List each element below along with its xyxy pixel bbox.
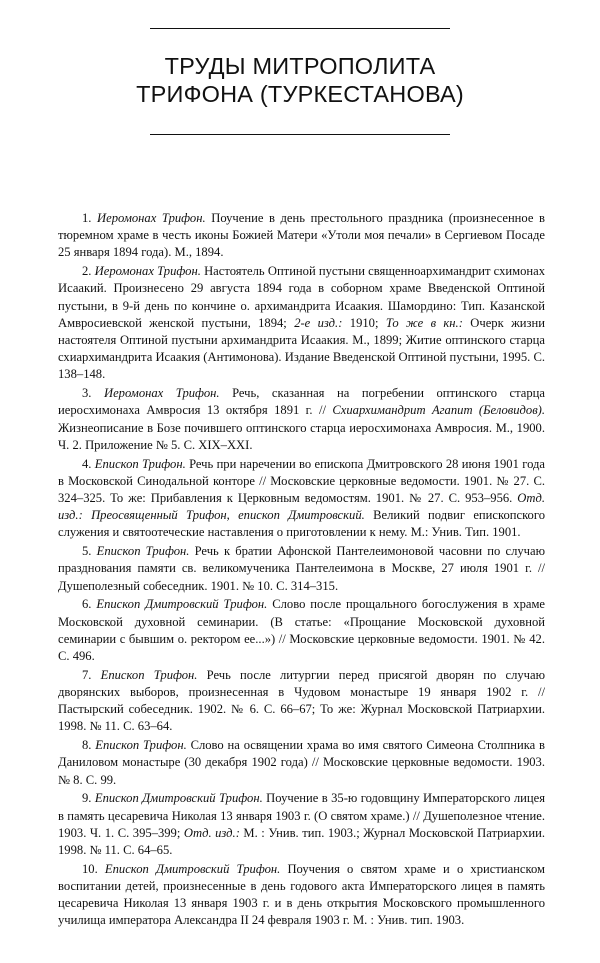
entry-author: Епископ Трифон. [95,738,187,753]
entry-number: 7. [82,667,92,682]
page-title [0,52,600,108]
entry-author: Епископ Дмитровский Трифон. [104,861,281,876]
bibliography-entry-2 [58,263,545,383]
bibliography-entry-7 [58,667,545,736]
bibliography-entry-3 [58,385,545,454]
entry-author: Иеромонах Трифон. [97,211,206,225]
bibliography-entry-9 [58,790,545,859]
entry-number: 5. [82,544,92,559]
entry-text: Поучение в день престольного праздника (произнесенное в тюремном храме в честь иконы Божией Матери «Утоли моя печали» в Сергиевом Посаде 25 января 1894 года). М., 1894. [58,211,545,260]
entry-text: Речь к братии Афонской Пантелеимоновой часовни по случаю празднования памяти св. великомученика Пантелеимона в Москве, 27 июля 1901 г. // Душеполезный собеседник. 1901. № 10. С. 314–315. [58,544,545,593]
bibliography-entry-10 [58,861,545,930]
entry-author: Епископ Трифон. [94,456,186,471]
entry-text: Речь, сказанная на погребении оптинского старца иеросхимонаха Амвросия 13 октября 1891 г. // [58,386,545,418]
title-line-2: ТРИФОНА (ТУРКЕСТАНОВА) [136,81,464,107]
entry-number: 8. [82,738,92,753]
bibliography-list [58,210,545,931]
entry-author: Иеромонах Трифон. [103,386,220,401]
bibliography-entry-1 [58,210,545,262]
entry-italic: Отд. изд.: Преосвященный Трифон, епископ Дмитровский. [58,491,545,523]
top-rule [150,28,450,29]
entry-author: Епископ Дмитровский Трифон. [94,791,263,806]
bibliography-entry-5 [58,543,545,595]
bibliography-entry-4 [58,456,545,542]
bibliography-entry-8 [58,737,545,789]
entry-author: Епископ Трифон. [100,667,198,682]
entry-text: Очерк жизни настоятеля Оптиной пустыни архимандрита Исаакия. М., 1899; Житие оптинского старца схиархимандрита Исаакия (Антимонова). Издание Введенской Оптиной пустыни, 1995. С. 138–148. [58,315,545,382]
entry-author: Епископ Трифон. [96,544,190,559]
title-line-1: ТРУДЫ МИТРОПОЛИТА [164,53,436,79]
entry-text: Жизнеописание в Бозе почившего оптинского старца иеросхимонаха Амвросия. М., 1900. Ч. 2. Приложение № 5. С. XIX–XXI. [58,420,545,452]
entry-author: Епископ Дмитровский Трифон. [96,597,268,612]
entry-number: 2. [82,264,92,279]
entry-number: 6. [82,597,92,612]
entry-text: Речь после литургии перед присягой дворян по случаю дворянских выборов, произнесенная в Чудовом монастыре 19 января 1902 г. // Пастырский собеседник. 1902. № 6. С. 66–67; То же: Журнал Московской Патриархии. 1998. № 11. С. 63–64. [58,667,545,734]
entry-text: Великий подвиг епископского служения и святоотеческие наставления о приготовлении к нему. М.: Унив. Тип. 1901. [58,508,546,540]
entry-text: Поучение в 35-ю годовщину Императорского лицея в память цесаревича Николая 13 января 1903 г. (О святом храме.) // Душеполезное чтение. 1903. Ч. 1. С. 395–399; [58,791,546,840]
entry-number: 10. [82,861,98,876]
entry-text: Слово на освящении храма во имя святого Симеона Столпника в Даниловом монастыре (30 декабря 1902 года) // Московские церковные ведомости. 1903. № 8. С. 99. [58,738,545,787]
entry-text: М. : Унив. тип. 1903.; Журнал Московской Патриархии. 1998. № 11. С. 64–65. [58,825,545,858]
bibliography-entry-6 [58,596,545,665]
entry-italic: Отд. изд.: [183,825,240,840]
entry-italic: Схиархимандрит Агапит (Беловидов). [332,403,546,418]
entry-italic: То же в кн.: [385,315,463,330]
entry-text: 1910; [349,315,379,330]
entry-text: Речь при наречении во епископа Дмитровского 28 июня 1901 года в Московской Синодальной конторе // Московские церковные ведомости. 1901. № 27. С. 324–325. То же: Прибавления к Церковным ведомостям. 1901. № 27. С. 953–956. [58,456,546,506]
entry-number: 1. [82,211,92,225]
entry-italic: 2-е изд.: [294,315,343,330]
entry-text: Поучения о святом храме и о христианском воспитании детей, произнесенные в день годового акта Императорского лицея в память цесаревича Николая 13 января 1903 г. и в день открытия Московского промышленного училища императора Александра II 24 февраля 1903 г. М. : Унив. тип. 1903. [58,861,545,928]
bottom-rule [150,134,450,135]
entry-number: 3. [82,386,92,401]
entry-text: Слово после прощального богослужения в храме Московской духовной семинарии. (В статье: «Прощание Московской духовной семинарии с бывшим о. ректором ее...») // Московские церковные ведомости. 1901. № 42. С. 496. [58,597,546,664]
entry-number: 4. [82,456,92,471]
entry-author: Иеромонах Трифон. [94,264,201,279]
entry-number: 9. [82,791,92,806]
entry-text: Настоятель Оптиной пустыни священноархимандрит схимонах Исаакий. Произнесено 29 августа 1894 года в соборном храме Введенской Оптиной пустыни, в 9-й день по кончине о. архимандрита Исаакия. Шамордино: Тип. Казанской Амвросиевской женской пустыни, 1894; [58,264,546,330]
